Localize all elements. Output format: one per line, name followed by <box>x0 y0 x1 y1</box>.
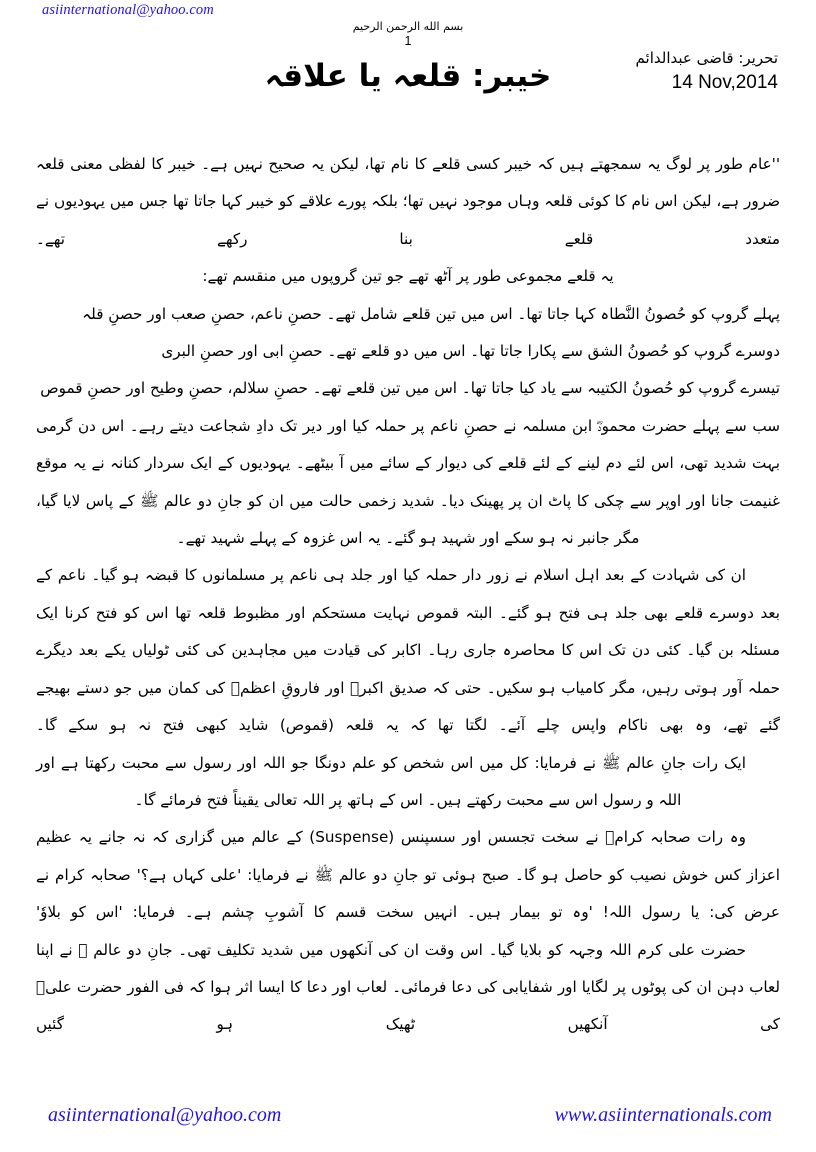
article-body <box>36 146 780 1044</box>
paragraph: یہ قلعے مجموعی طور پر آٹھ تھے جو تین گروپوں میں منقسم تھے: <box>202 267 614 286</box>
page-number: 1 <box>404 34 412 49</box>
author-line: تحریر: قاضی عبدالدائم <box>635 49 778 67</box>
paragraph: ان کی شہادت کے بعد اہل اسلام نے زور دار حملہ کیا اور جلد ہی ناعم پر مسلمانوں کا قبضہ ہو گیا۔ ناعم کے بعد دوسرے قلعے بھی جلد ہی فتح ہو گئے۔ البتہ قموص نہایت مستحکم اور مظبوط قلعہ تھا اس کو فتح کرنا ایک مسئلہ بن گیا۔ کئی دن تک اس کا محاصرہ جاری رہا۔ اکابر کی قیادت میں مجاہدین کی کئی ٹولیاں یکے بعد دیگرے حملہ آور ہوتی رہیں، مگر کامیاب ہو سکیں۔ حتی کہ صدیق اکبرؓ اور فاروقِ اعظمؓ کی کمان میں جو دستے بھیجے گئے تھے، وہ بھی ناکام واپس چلے آئے۔ لگتا تھا کہ یہ قلعہ (قموص) شاید کبھی فتح نہ ہو سکے گا۔ <box>36 566 780 735</box>
page-title: خیبر: قلعہ یا علاقہ <box>264 58 552 94</box>
paragraph: ''عام طور پر لوگ یہ سمجھتے ہیں کہ خیبر کسی قلعے کا نام تھا، لیکن یہ صحیح نہیں ہے۔ خیبر کا لفظی معنی قلعہ ضرور ہے، لیکن اس نام کا کوئی قلعہ وہاں موجود نہیں تھا؛ بلکہ پورے علاقے کو خیبر کہا جاتا تھا جس میں یہودیوں نے متعدد قلعے بنا رکھے تھے۔ <box>36 155 780 248</box>
paragraph: وہ رات صحابہ کرامؓ نے سخت تجسس اور سسپنس (Suspense) کے عالم میں گزاری کہ نہ جانے یہ عظیم اعزاز کس خوش نصیب کو حاصل ہو گا۔ صبح ہوئی تو جانِ دو عالم ﷺ نے فرمایا: 'علی کہاں ہے؟' صحابہ کرام نے عرض کی: یا رسول اللہ! 'وہ تو بیمار ہیں۔ انہیں سخت قسم کا آشوبِ چشم ہے۔ فرمایا: 'اس کو بلاوٗ' <box>36 828 780 922</box>
paragraph: تیسرے گروپ کو حُصونُ الکتیبہ سے یاد کیا جاتا تھا۔ اس میں تین قلعے تھے۔ حصنِ سلالم، حصنِ وطیح اور حصنِ قموص <box>40 379 780 398</box>
paragraph: پہلے گروپ کو حُصونُ النَّطاہ کہا جاتا تھا۔ اس میں تین قلعے شامل تھے۔ حصنِ ناعم، حصنِ صعب اور حصنِ قلہ <box>82 304 780 323</box>
paragraph: سب سے پہلے حضرت محمودؓ ابن مسلمہ نے حصنِ ناعم پر حملہ کیا اور دیر تک دادِ شجاعت دیتے رہے۔ اس دن گرمی بہت شدید تھی، اس لئے دم لینے کے لئے قلعے کی دیوار کے سائے میں آ بیٹھے۔ یہودیوں کے ایک سردار کنانہ نے یہ موقع غنیمت جانا اور اوپر سے چکی کا پاٹ ان پر پھینک دیا۔ شدید زخمی حالت میں ان کو جانِ دو عالم ﷺ کے پاس لایا گیا، مگر جانبر نہ ہو سکے اور شہید ہو گئے۔ یہ اس غزوہ کے پہلے شہید تھے۔ <box>36 416 780 548</box>
publication-date: 14 Nov,2014 <box>671 72 778 94</box>
paragraph: دوسرے گروپ کو حُصونُ الشق سے پکارا جاتا تھا۔ اس میں دو قلعے تھے۔ حصنِ ابی اور حصنِ البری <box>161 342 780 361</box>
bismillah-block <box>0 20 816 48</box>
header-email: asiinternational@yahoo.com <box>42 2 214 18</box>
paragraph: حضرت علی کرم اللہ وجہہ کو بلایا گیا۔ اس وقت ان کی آنکھوں میں شدید تکلیف تھی۔ جانِ دو عالم ﷺ نے اپنا لعاب دہن ان کی پوٹوں پر لگایا اور شفایابی کی دعا فرمائی۔ لعاب اور دعا کا ایسا اثر ہوا کہ فی الفور حضرت علیؓ کی آنکھیں ٹھیک ہو گئیں <box>36 940 780 1034</box>
page-footer <box>0 1104 816 1134</box>
bismillah-text: بسم الله الرحمن الرحيم <box>352 20 464 33</box>
paragraph: ایک رات جانِ عالم ﷺ نے فرمایا: کل میں اس شخص کو علم دونگا جو اللہ اور رسول سے محبت رکھتا ہے اور اللہ و رسول اس سے محبت رکھتے ہیں۔ اس کے ہاتھ پر اللہ تعالی یقیناً فتح فرمائے گا۔ <box>36 753 746 809</box>
footer-email[interactable]: asiinternational@yahoo.com <box>48 1104 282 1126</box>
footer-website[interactable]: www.asiinternationals.com <box>554 1104 772 1126</box>
